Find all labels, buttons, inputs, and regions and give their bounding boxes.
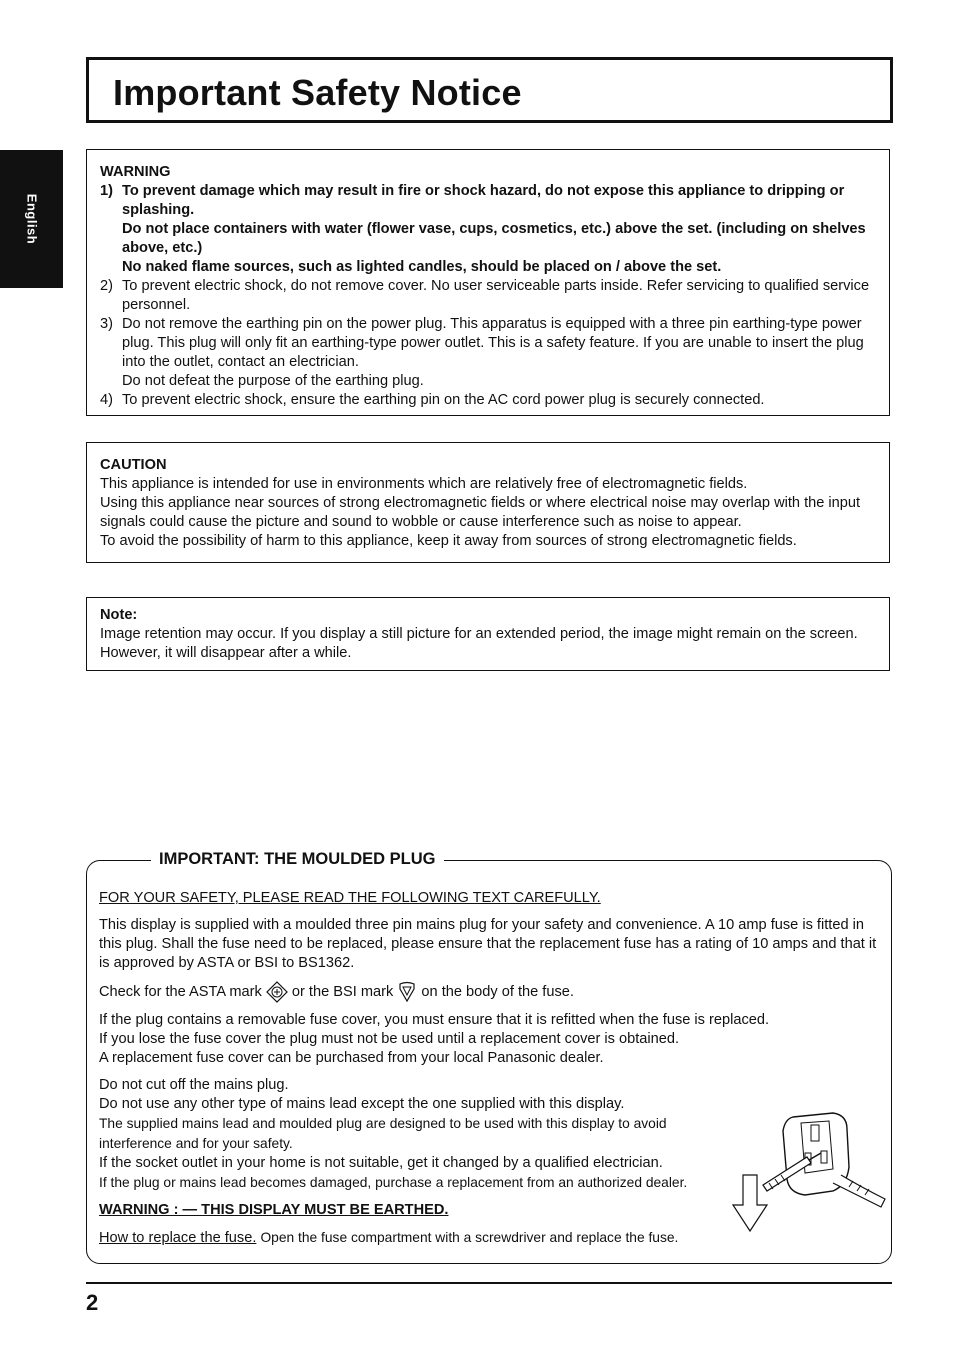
item-number: 1) [100,183,113,199]
warning-text: Do not place containers with water (flower vase, cups, cosmetics, etc.) above the set. (including on shelves above, etc.) [122,221,866,256]
mains-line: Do not use any other type of mains lead except the one supplied with this display. [99,1096,625,1112]
warning-text: No naked flame sources, such as lighted candles, should be placed on / above the set. [122,259,722,275]
bsi-mark-icon [397,981,417,1003]
page-number: 2 [86,1290,99,1315]
fuse-mark-text: on the body of the fuse. [421,983,574,1000]
moulded-plug-box [86,850,892,1264]
fuse-cover-paragraph [99,1011,881,1068]
item-number: 4) [100,392,113,408]
title-box [86,57,893,123]
footer-rule [86,1282,892,1284]
mains-line: Do not cut off the mains plug. [99,1077,289,1093]
warning-item-3 [100,315,876,391]
caution-heading: CAUTION [100,457,167,473]
fuse-cover-line: A replacement fuse cover can be purchased from your local Panasonic dealer. [99,1050,604,1066]
replace-fuse-heading: How to replace the fuse. [99,1230,257,1246]
warning-text: To prevent electric shock, do not remove cover. No user serviceable parts inside. Refer servicing to qualified service personnel. [122,278,870,313]
fuse-paragraph: This display is supplied with a moulded three pin mains plug for your safety and convenience. A 10 amp fuse is fitted in this plug. Shall the fuse need to be replaced, please ensure that the replacement fuse has a rating of 10 amps and that it is approved by ASTA or BSI to BS1362. [99,917,877,971]
caution-text: To avoid the possibility of harm to this appliance, keep it away from sources of strong electromagnetic fields. [100,533,797,549]
language-tab-label: English [24,193,39,245]
page-title: Important Safety Notice [113,72,522,113]
note-text: Image retention may occur. If you display a still picture for an extended period, the image might remain on the screen. However, it will disappear after a while. [100,626,858,661]
warning-item-4 [100,391,876,410]
warning-text: Do not remove the earthing pin on the power plug. This apparatus is equipped with a three pin earthing-type power plug. This plug will only fit an earthing-type power outlet. This is a safety feature. If you are unable to insert the plug into the outlet, contact an electrician. [122,316,864,370]
mains-plug-paragraph [99,1076,739,1193]
note-heading: Note: [100,607,138,623]
warning-box [86,149,890,416]
plug-screwdriver-illustration [729,1109,889,1247]
fuse-mark-paragraph [99,981,881,1003]
replace-fuse-text: Open the fuse compartment with a screwdriver and replace the fuse. [260,1230,679,1245]
caution-text: Using this appliance near sources of strong electromagnetic fields or where electrical noise may overlap with the input signals could cause the picture and sound to wobble or cause interference such as noise to appear. [100,495,861,530]
note-box [86,597,890,671]
mains-line: If the socket outlet in your home is not suitable, get it changed by a qualified electrician. [99,1155,663,1171]
mains-line: The supplied mains lead and moulded plug are designed to be used with this display to avoid interference and for your safety. [99,1116,667,1151]
earthed-warning: WARNING : — THIS DISPLAY MUST BE EARTHED. [99,1202,449,1218]
fuse-mark-text: Check for the ASTA mark [99,983,262,1000]
caution-box [86,442,890,563]
warning-item-2 [100,277,876,315]
caution-text: This appliance is intended for use in environments which are relatively free of electromagnetic fields. [100,476,748,492]
item-number: 2) [100,278,113,294]
mains-line: If the plug or mains lead becomes damaged, purchase a replacement from an authorized dealer. [99,1175,688,1190]
warning-heading: WARNING [100,164,171,180]
warning-text: To prevent electric shock, ensure the earthing pin on the AC cord power plug is securely connected. [122,392,765,408]
item-number: 3) [100,316,113,332]
asta-mark-icon [266,981,288,1003]
fuse-cover-line: If you lose the fuse cover the plug must not be used until a replacement cover is obtained. [99,1031,680,1047]
fuse-mark-text: or the BSI mark [291,983,394,1000]
fuse-cover-line: If the plug contains a removable fuse cover, you must ensure that it is refitted when the fuse is replaced. [99,1012,770,1028]
language-tab [0,150,63,288]
warning-text: Do not defeat the purpose of the earthing plug. [122,373,424,389]
safety-read-line: FOR YOUR SAFETY, PLEASE READ THE FOLLOWING TEXT CAREFULLY. [99,890,601,906]
warning-item-1 [100,182,876,277]
moulded-plug-title: IMPORTANT: THE MOULDED PLUG [151,850,444,869]
warning-text: To prevent damage which may result in fire or shock hazard, do not expose this appliance to dripping or splashing. [122,183,845,218]
